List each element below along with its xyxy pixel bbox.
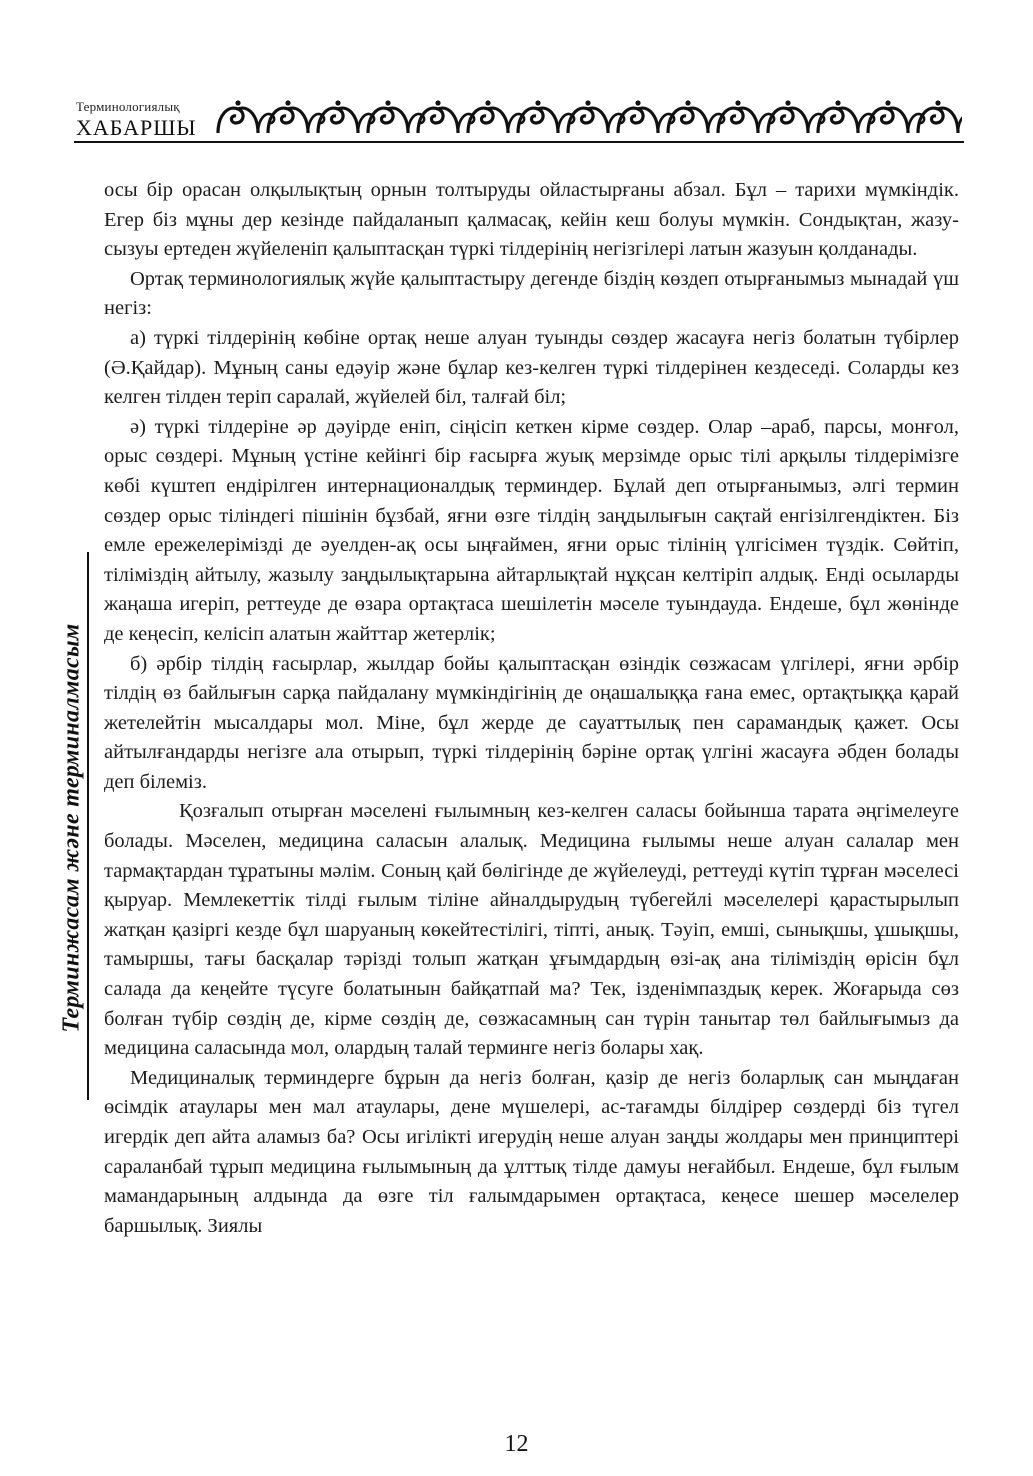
section-side-title: [52, 555, 92, 1100]
header-rule: [74, 141, 964, 143]
paragraph: осы бір орасан олқылықтың орнын толтыруды ойластырғаны абзал. Бұл – тарихи мүмкіндік. Егер біз мұны дер кезінде пайдаланып қалмасақ, кейін кеш болуы мүмкін. Сондықтан, жазу-сызуы ертеден жүйеленіп қалыптасқан түркі тілдерінің негізгілері латын жазуын қолданады.: [104, 179, 959, 261]
paragraph: Медициналық терминдерге бұрын да негіз болған, қазір де негіз боларлық сан мыңдаған өсімдік атаулары мен мал атаулары, дене мүшелері, ас-тағамды білдірер сөздерді біз түгел игердік деп айта аламыз ба? Осы игілікті игерудің неше алуан заңды жолдары мен принциптері сараланбай тұрып медицина ғылымының да ұлттық тілде дамуы неғайбыл. Ендеше, бұл ғылым мамандарының алдында да өзге тіл ғалымдарымен ортақтаса, кеңесе шешер мәселелер баршылық. Зиялы: [104, 1066, 959, 1237]
section-side-rule: [87, 552, 89, 1100]
paragraph: Қозғалып отырған мәселені ғылымның кез-келген саласы бойынша тарата әңгімелеуге болады. Мәселен, медицина саласын алалық. Медицина ғылымы неше алуан салалар мен тармақтардан тұратыны мәлім. Соның қай бөлігінде де жүйелеуді, реттеуді күтіп тұрған мәселесі қыруар. Мемлекеттік тілді ғылым тіліне айналдырудың түбегейлі мәселелері қарастырылып жатқан қазіргі кезде бұл шаруаның көкейтестілігі, тіпті, анық. Тәуіп, емші, сынықшы, ұшықшы, тамыршы, тағы басқалар тәрізді толып жатқан ұғымдардың өзі-ақ ана тіліміздің өрісін бұл салада да кеңейте түсуге болатынын байқатпай ма? Тек, ізденімпаздық керек. Жоғарыда сөз болған түбір сөздің де, кірме сөздің де, сөзжасамның сан түрін танытар төл байлығымыз да медицина саласында мол, олардың талай терминге негіз болары хақ.: [104, 800, 959, 1060]
journal-name-big: ХАБАРШЫ: [76, 115, 197, 140]
paragraph: Ортақ терминологиялық жүйе қалыптастыру дегенде біздің көздеп отырғанымыз мынадай үш негіз:: [104, 267, 959, 320]
ornament-border-icon: [214, 97, 962, 139]
paragraph: а) түркі тілдерінің көбіне ортақ неше алуан туынды сөздер жасауға негіз болатын түбірлер (Ә.Қайдар). Мұның саны едәуір және бұлар кез-келген түркі тілдерінен кездеседі. Соларды кез келген тілден теріп саралай, жүйелей біл, талғай біл;: [104, 326, 959, 409]
article-body: [104, 176, 959, 1241]
paragraph: б) әрбір тілдің ғасырлар, жылдар бойы қалыптасқан өзіндік сөзжасам үлгілері, яғни әрбір тілдің өз байлығын сарқа пайдалану мүмкіндігінің де оңашалыққа ғана емес, ортақтыққа қарай жетелейтін мысалдары мол. Міне, бұл жерде де сауаттылық пен сарамандық қажет. Осы айтылғандарды негізге ала отырып, түркі тілдерінің бәріне ортақ үлгіні жасауға әбден болады деп білеміз.: [104, 652, 959, 793]
running-header: [74, 95, 964, 145]
journal-name-small: Терминологиялық: [76, 99, 180, 114]
section-side-title-text: Терминжасам және терминалмасым: [58, 622, 85, 1033]
paragraph: ә) түркі тілдеріне әр дәуірде еніп, сіңісіп кеткен кірме сөздер. Олар –араб, парсы, монғол, орыс сөздері. Мұның үстіне кейінгі бір ғасырға жуық мерзімде орыс тілі арқылы тілдерімізге көбі күштеп ендірілген интернационалдық терминдер. Бұлай деп отырғанымыз, әлгі термин сөздер орыс тіліндегі пішінін бұзбай, яғни өзге тілдің заңдылығын сақтай енгізілгендіктен. Біз емле ережелерімізді де әуелден-ақ осы ыңғаймен, яғни орыс тілінің үлгісімен түздік. Сөйтіп, тіліміздің айтылу, жазылу заңдылықтарына айтарлықтай нұқсан келтіріп алдық. Енді осыларды жаңаша игеріп, реттеуде де өзара ортақтаса шешілетін мәселе туындауда. Ендеше, бұл жөнінде де кеңесіп, келісіп алатын жайттар жетерлік;: [104, 415, 959, 645]
page-number: 12: [504, 1431, 529, 1457]
